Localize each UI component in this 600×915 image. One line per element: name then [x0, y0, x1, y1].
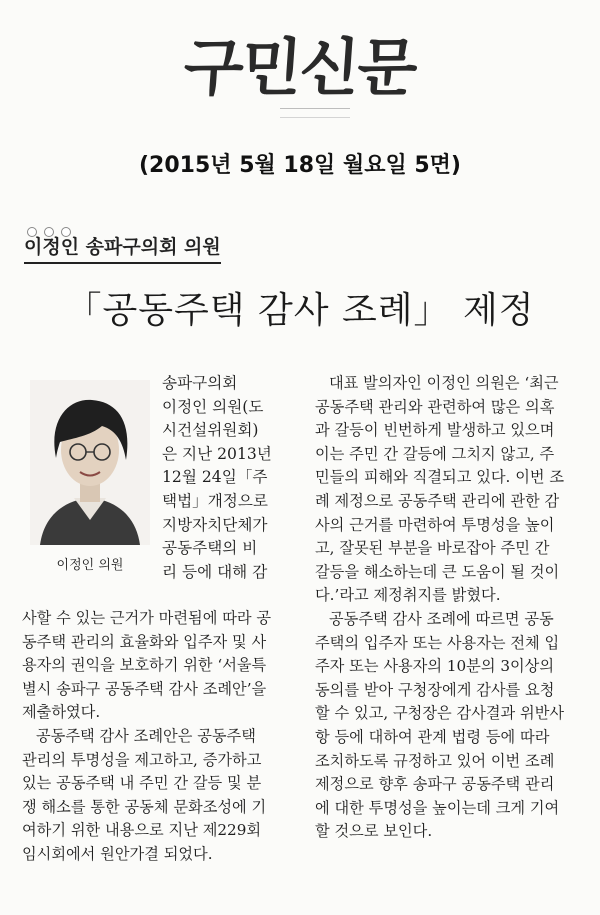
- newspaper-masthead: 구민신문: [181, 31, 418, 104]
- text-line: 시건설위원회): [162, 421, 259, 440]
- headline: 「공동주택 감사 조례」 제정: [65, 290, 535, 331]
- text-line: 에 대한 투명성을 높이는데 크게 기여: [315, 798, 560, 817]
- portrait-illustration: [30, 380, 150, 545]
- portrait-photo: [30, 380, 150, 545]
- text-line: 공동주택의 비: [162, 539, 258, 558]
- text-line: 갈등을 해소하는데 큰 도움이 될 것이: [315, 562, 560, 581]
- text-line: 제정으로 향후 송파구 공동주택 관리: [315, 775, 555, 794]
- text-line: 동주택 관리의 효율화와 입주자 및 사: [22, 632, 267, 651]
- text-line: 지방자치단체가: [162, 515, 268, 534]
- text-line: 주택의 입주자 또는 사용자는 전체 입: [315, 633, 560, 652]
- article-right-column: [315, 372, 590, 844]
- text-line: 송파구의회: [162, 374, 238, 392]
- text-line: 다.’라고 제정취지를 밝혔다.: [315, 586, 501, 605]
- text-line: 할 것으로 보인다.: [315, 822, 433, 841]
- text-line: 있는 공동주택 내 주민 간 갈등 및 분: [22, 774, 262, 793]
- text-line: 여하기 위한 내용으로 지난 제229회: [22, 821, 262, 840]
- text-line: 대표 발의자인 이정인 의원은 ‘최근: [329, 374, 559, 392]
- text-line: 공동주택 감사 조례에 따르면 공동: [329, 609, 554, 628]
- text-line: 이는 주민 간 갈등에 그치지 않고, 주: [315, 444, 555, 463]
- photo-caption: 이정인 의원: [56, 558, 124, 573]
- text-line: 사의 근거를 마련하여 투명성을 높이: [315, 515, 555, 534]
- kicker-label: 이정인 송파구의회 의원: [24, 232, 221, 264]
- dateline: (2015년 5월 18일 월요일 5면): [139, 153, 461, 178]
- text-line: 이정인 의원(도: [162, 397, 264, 416]
- text-line: 공동주택 감사 조례안은 공동주택: [36, 726, 256, 745]
- article-narrow-column: [162, 372, 290, 584]
- text-line: 12월 24일「주: [162, 468, 268, 487]
- text-line: 은 지난 2013년: [162, 444, 272, 463]
- text-line: 용자의 권익을 보호하기 위한 ‘서울특: [22, 656, 267, 675]
- text-line: 사할 수 있는 근거가 마련됨에 따라 공: [22, 609, 272, 627]
- text-line: 조치하도록 규정하고 있어 이번 조례: [315, 751, 555, 770]
- text-line: 항 등에 대하여 관계 법령 등에 따라: [315, 727, 550, 746]
- text-line: 할 수 있고, 구청장은 감사결과 위반사: [315, 704, 565, 723]
- text-line: 별시 송파구 공동주택 감사 조례안’을: [22, 679, 267, 698]
- text-line: 임시회에서 원안가결 되었다.: [22, 844, 213, 863]
- text-line: 리 등에 대해 감: [162, 562, 268, 581]
- masthead-underline: [280, 108, 350, 118]
- text-line: 공동주택 관리와 관련하여 많은 의혹: [315, 397, 555, 416]
- text-line: 례 제정으로 공동주택 관리에 관한 감: [315, 491, 560, 510]
- text-line: 쟁 해소를 통한 공동체 문화조성에 기: [22, 797, 267, 816]
- text-line: 택법」개정으로: [162, 491, 268, 510]
- text-line: 제출하였다.: [22, 703, 101, 722]
- text-line: 민들의 피해와 직결되고 있다. 이번 조: [315, 468, 565, 487]
- text-line: 관리의 투명성을 제고하고, 증가하고: [22, 750, 262, 769]
- text-line: 동의를 받아 구청장에게 감사를 요청: [315, 680, 555, 699]
- text-line: 과 갈등이 빈번하게 발생하고 있으며: [315, 421, 555, 440]
- article-left-column: [22, 607, 297, 867]
- text-line: 고, 잘못된 부분을 바로잡아 주민 간: [315, 539, 550, 558]
- text-line: 주자 또는 사용자의 10분의 3이상의: [315, 657, 555, 676]
